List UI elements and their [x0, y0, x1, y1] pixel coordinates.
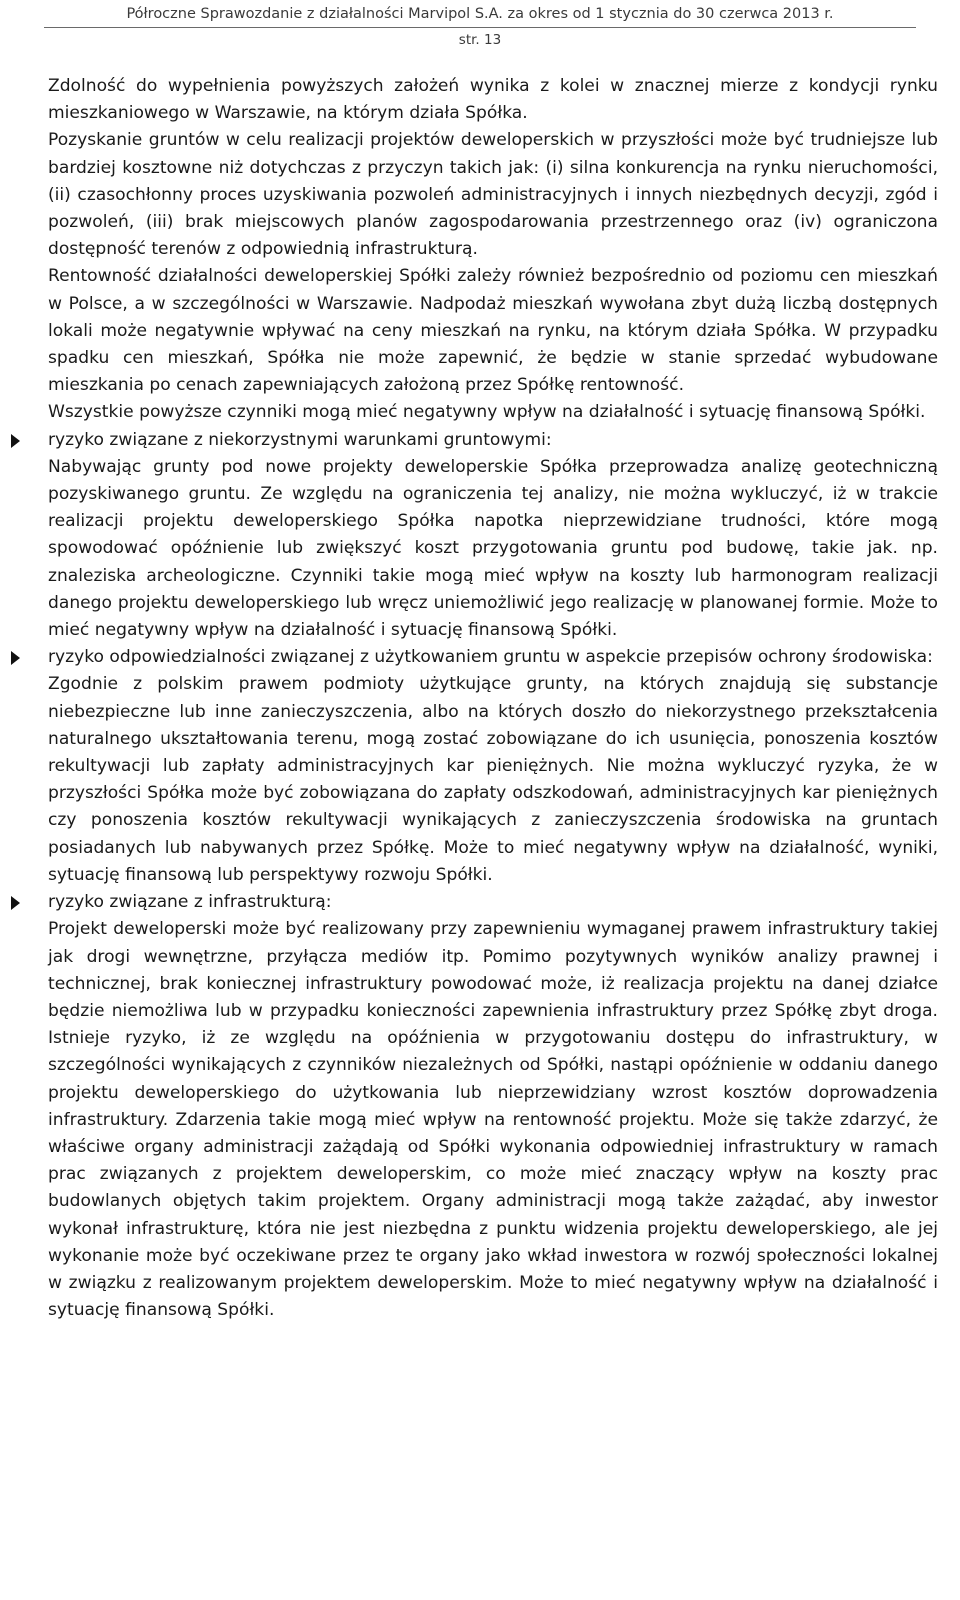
bullet-arrow-icon — [11, 651, 20, 665]
page-number: str. 13 — [458, 32, 502, 48]
intro-paragraph: Rentowność działalności deweloperskiej Spółki zależy również bezpośrednio od poziomu cen mieszkań w Polsce, a w szczególności w Warszawie. Nadpodaż mieszkań wywołana zbyt dużą liczbą dostępnych lokali może negatywnie wpływać na ceny mieszkań na rynku, na którym działa Spółka. W przypadku spadku cen mieszkań, Spółka nie może zapewnić, że będzie w stanie sprzedać wybudowane mieszkania po cenach zapewniających założoną przez Spółkę rentowność. — [48, 266, 938, 396]
intro-paragraph: Pozyskanie gruntów w celu realizacji projektów deweloperskich w przyszłości może być trudniejsze lub bardziej kosztowne niż dotychczas z przyczyn takich jak: (i) silna konkurencja na rynku nieruchomości, (ii) czasochłonny proces uzyskiwania pozwoleń administracyjnych i innych niezbędnych decyzji, zgód i pozwoleń, (iii) brak miejscowych planów zagospodarowania przestrzennego oraz (iv) ograniczona dostępność terenów z odpowiednią infrastrukturą. — [48, 130, 938, 260]
risk-item-environmental-liability — [48, 644, 938, 889]
bullet-arrow-icon — [11, 434, 20, 448]
risk-description: Zgodnie z polskim prawem podmioty użytkujące grunty, na których znajdują się substancje niebezpieczne lub inne zanieczyszczenia, albo na których doszło do niekorzystnego przekształcenia naturalnego ukształtowania terenu, mogą zostać zobowiązane do ich usunięcia, ponoszenia kosztów rekultywacji lub zapłaty administracyjnych kar pieniężnych. Nie można wykluczyć ryzyka, że w przyszłości Spółka może być zobowiązana do zapłaty odszkodowań, administracyjnych kar pieniężnych czy ponoszenia kosztów rekultywacji wynikających z zanieczyszczenia środowiska na gruntach posiadanych lub nabywanych przez Spółkę. Może to mieć negatywny wpływ na działalność, wyniki, sytuację finansową lub perspektywy rozwoju Spółki. — [48, 674, 938, 885]
risk-title: ryzyko związane z infrastrukturą: — [48, 892, 332, 913]
bullet-arrow-icon — [11, 896, 20, 910]
risk-description: Nabywając grunty pod nowe projekty deweloperskie Spółka przeprowadza analizę geotechniczną pozyskiwanego gruntu. Ze względu na ograniczenia tej analizy, nie można wykluczyć, iż w trakcie realizacji projektu deweloperskiego Spółka napotka nieprzewidziane trudności, które mogą spowodować opóźnienie lub zwiększyć koszt przygotowania gruntu pod budowę, takie jak. np. znaleziska archeologiczne. Czynniki takie mogą mieć wpływ na koszty lub harmonogram realizacji danego projektu deweloperskiego lub wręcz uniemożliwić jego realizację w planowanej formie. Może to mieć negatywny wpływ na działalność i sytuację finansową Spółki. — [48, 456, 938, 641]
header-divider — [44, 27, 916, 28]
risk-title: ryzyko odpowiedzialności związanej z użytkowaniem gruntu w aspekcie przepisów ochrony środowiska: — [48, 647, 933, 668]
risk-item-infrastructure — [48, 889, 938, 1324]
intro-paragraph: Zdolność do wypełnienia powyższych założeń wynika z kolei w znacznej mierze z kondycji rynku mieszkaniowego w Warszawie, na którym działa Spółka. — [48, 76, 938, 124]
risk-title: ryzyko związane z niekorzystnymi warunkami gruntowymi: — [48, 429, 552, 450]
risk-item-ground-conditions — [48, 427, 938, 645]
intro-paragraph: Wszystkie powyższe czynniki mogą mieć negatywny wpływ na działalność i sytuację finansową Spółki. — [48, 402, 926, 423]
document-body — [48, 73, 938, 1324]
risk-description: Projekt deweloperski może być realizowany przy zapewnieniu wymaganej prawem infrastruktury takiej jak drogi wewnętrzne, przyłącza mediów itp. Pomimo pozytywnych wyników analizy prawnej i technicznej, brak koniecznej infrastruktury powodować może, iż realizacja projektu na danej działce będzie niemożliwa lub w przypadku konieczności zapewnienia infrastruktury przez Spółkę zbyt droga. Istnieje ryzyko, iż ze względu na opóźnienia w przygotowaniu dostępu do infrastruktury, w szczególności wynikających z czynników niezależnych od Spółki, nastąpi opóźnienie w oddaniu danego projektu deweloperskiego do użytkowania lub nieprzewidziany wzrost kosztów doprowadzenia infrastruktury. Zdarzenia takie mogą mieć wpływ na rentowność projektu. Może się także zdarzyć, że właściwe organy administracji zażądają od Spółki wykonania odpowiedniej infrastruktury w ramach prac związanych z projektem deweloperskim, co może mieć znaczący wpływ na koszty prac budowlanych objętych takim projektem. Organy administracji mogą także zażądać, aby inwestor wykonał infrastrukturę, która nie jest niezbędna z punktu widzenia projektu deweloperskiego, ale jej wykonanie może być oczekiwane przez te organy jako wkład inwestora w rozwój społeczności lokalnej w związku z realizowanym projektem deweloperskim. Może to mieć negatywny wpływ na działalność i sytuację finansową Spółki. — [48, 919, 938, 1321]
page-header-title: Półroczne Sprawozdanie z działalności Marvipol S.A. za okres od 1 stycznia do 30 czerwca 2013 r. — [126, 6, 834, 22]
